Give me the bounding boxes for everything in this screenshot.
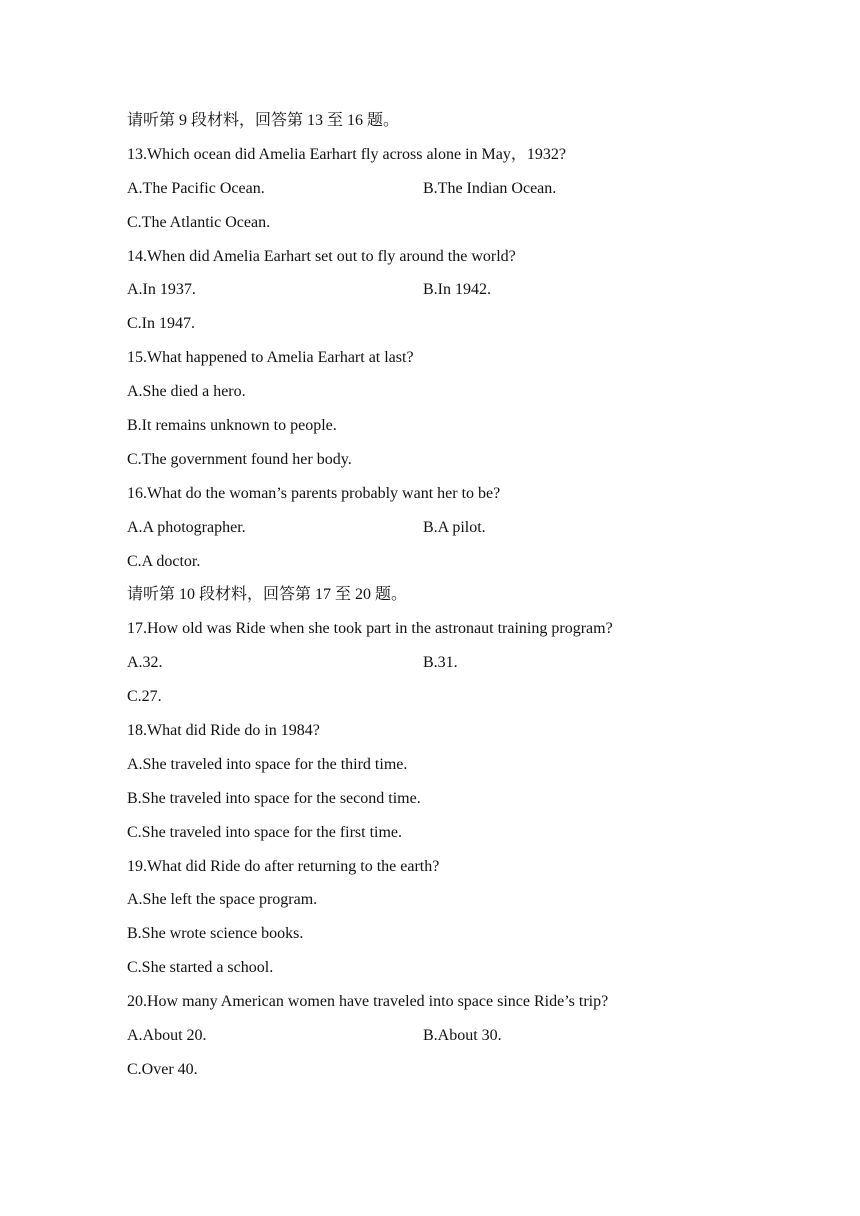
option-c: C.In 1947. (127, 315, 195, 333)
option-a: A.She left the space program. (127, 891, 318, 909)
question-14-options-row-1 (127, 279, 747, 313)
section-heading: 请听第 10 段材料，回答第 17 至 20 题。 (127, 586, 408, 604)
option-b: B.About 30. (423, 1027, 502, 1045)
question-20-stem: 20.How many American women have traveled into space since Ride’s trip? (127, 993, 609, 1011)
question-13-options-row-1 (127, 178, 747, 212)
option-a: A.32. (127, 654, 163, 672)
option-b: B.She wrote science books. (127, 925, 304, 943)
option-b: B.The Indian Ocean. (423, 179, 557, 197)
option-c: C.She started a school. (127, 959, 274, 977)
option-a: A.She traveled into space for the third time. (127, 755, 408, 773)
option-a: A.A photographer. (127, 518, 246, 536)
question-18-stem: 18.What did Ride do in 1984? (127, 722, 320, 740)
option-b: B.She traveled into space for the second time. (127, 789, 421, 807)
option-b: B.31. (423, 654, 458, 672)
option-c: C.27. (127, 688, 162, 706)
option-b: B.A pilot. (423, 518, 486, 536)
option-a: A.The Pacific Ocean. (127, 179, 265, 197)
question-19-stem: 19.What did Ride do after returning to the earth? (127, 857, 440, 875)
question-17-stem: 17.How old was Ride when she took part in the astronaut training program? (127, 620, 613, 638)
question-14-stem: 14.When did Amelia Earhart set out to fly around the world? (127, 247, 516, 265)
option-c: C.She traveled into space for the first time. (127, 823, 403, 841)
option-a: A.In 1937. (127, 281, 196, 299)
question-16-stem: 16.What do the woman’s parents probably want her to be? (127, 484, 501, 502)
question-16-options-row-1 (127, 517, 747, 551)
question-17-options-row-1 (127, 652, 747, 686)
option-c: C.A doctor. (127, 552, 201, 570)
option-c: C.Over 40. (127, 1060, 198, 1078)
option-c: C.The Atlantic Ocean. (127, 213, 271, 231)
section-heading: 请听第 9 段材料，回答第 13 至 16 题。 (127, 112, 400, 129)
question-20-options-row-1 (127, 1025, 747, 1059)
question-13-stem: 13.Which ocean did Amelia Earhart fly across alone in May，1932? (127, 145, 566, 163)
option-b: B.In 1942. (423, 281, 491, 299)
option-b: B.It remains unknown to people. (127, 417, 337, 435)
question-15-stem: 15.What happened to Amelia Earhart at last? (127, 349, 414, 367)
option-a: A.About 20. (127, 1027, 207, 1045)
document-content (127, 110, 747, 1093)
option-c: C.The government found her body. (127, 450, 352, 468)
option-a: A.She died a hero. (127, 383, 246, 401)
